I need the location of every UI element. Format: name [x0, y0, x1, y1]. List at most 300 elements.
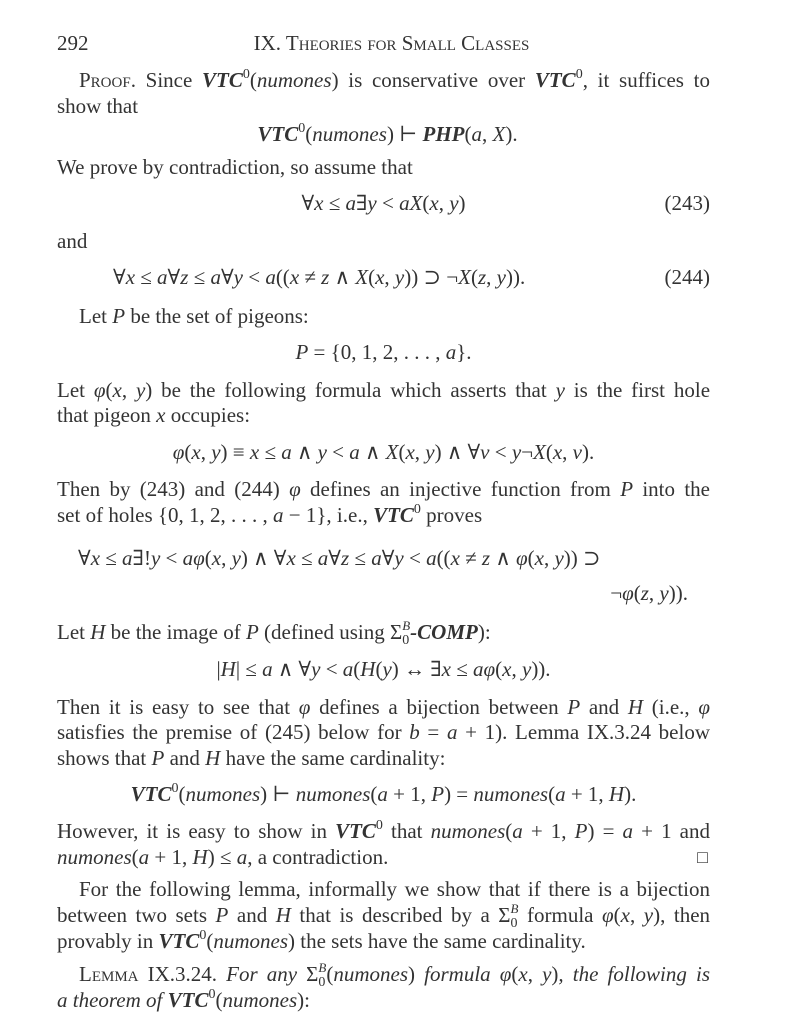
- text-segment: (: [368, 265, 376, 289]
- text-segment: (: [464, 122, 472, 146]
- text-segment: ≠: [299, 265, 322, 289]
- text-segment: B: [318, 960, 327, 975]
- text-segment: P: [112, 304, 126, 328]
- text-segment: y: [521, 657, 532, 681]
- text-segment: be the set of pigeons:: [125, 304, 309, 328]
- text-segment: Then by (243) and (244): [57, 477, 290, 501]
- text-segment: y: [394, 546, 404, 570]
- text-segment: (: [326, 962, 334, 986]
- text-segment: We prove by contradiction, so assume that: [57, 155, 413, 179]
- text-segment: + 1,: [522, 819, 575, 843]
- page-number: 292: [57, 31, 89, 55]
- text-segment: x: [429, 191, 439, 215]
- text-segment: x: [156, 403, 166, 427]
- text-segment: into the: [633, 477, 710, 501]
- display-formula: [61, 121, 714, 147]
- text-segment: ,: [221, 546, 232, 570]
- text-segment: For any: [217, 962, 307, 986]
- text-segment: ≠: [459, 546, 482, 570]
- display-formula: [78, 545, 731, 571]
- qed-symbol: □: [697, 847, 708, 867]
- text-segment: ((: [436, 546, 451, 570]
- text-segment: ), then: [653, 903, 711, 927]
- text-segment: VTC: [335, 819, 376, 843]
- text-segment: φ: [499, 962, 512, 986]
- text-segment: ) ↔ ∃: [391, 657, 442, 681]
- text-segment: v: [480, 440, 490, 464]
- text-segment: ): [408, 962, 416, 986]
- text-segment: Let: [57, 620, 91, 644]
- display-formula-cont: [57, 580, 688, 606]
- text-segment: formula: [518, 903, 603, 927]
- text-segment: x: [534, 546, 544, 570]
- text-segment: )).: [506, 265, 526, 289]
- text-segment: 0: [208, 987, 216, 1002]
- text-segment: <: [320, 657, 343, 681]
- text-segment: a: [210, 265, 221, 289]
- text-segment: 0: [298, 121, 306, 136]
- text-segment: φ: [172, 440, 185, 464]
- text-segment: be the image of: [105, 620, 246, 644]
- text-segment: proves: [420, 503, 483, 527]
- text-segment: ).: [505, 122, 518, 146]
- text-segment: Since: [135, 68, 203, 92]
- text-segment: =: [419, 720, 447, 744]
- text-segment: that pigeon: [57, 403, 157, 427]
- text-segment: (: [215, 988, 223, 1012]
- text-segment: (: [105, 378, 113, 402]
- text-line: [57, 876, 710, 902]
- text-segment: a: [265, 265, 276, 289]
- text-segment: a: [342, 657, 354, 681]
- display-formula: [57, 656, 710, 682]
- text-segment: ):: [297, 988, 310, 1012]
- text-segment: ∀: [381, 546, 395, 570]
- text-segment: However, it is easy to show in: [57, 819, 336, 843]
- text-segment: ≤: [451, 657, 474, 681]
- text-segment: P: [215, 903, 229, 927]
- lemma-statement-cont: [57, 987, 710, 1013]
- text-segment: z: [340, 546, 350, 570]
- text-segment: ,: [438, 191, 450, 215]
- text-line: [57, 476, 710, 502]
- text-segment: )).: [668, 581, 688, 605]
- text-segment: (: [204, 546, 212, 570]
- text-segment: x: [112, 378, 122, 402]
- text-line: [57, 818, 710, 844]
- text-segment: 0: [375, 818, 383, 833]
- text-segment: VTC: [373, 503, 414, 527]
- text-segment: (: [131, 845, 139, 869]
- text-segment: aφ: [182, 546, 205, 570]
- text-segment: ) ∧ ∀: [434, 440, 481, 464]
- text-segment: a: [122, 546, 133, 570]
- text-segment: y: [367, 191, 377, 215]
- text-segment: z: [180, 265, 189, 289]
- text-segment: ≤: [259, 440, 282, 464]
- text-segment: X: [355, 265, 369, 289]
- text-segment: ) the sets have the same cardinality.: [288, 929, 586, 953]
- text-segment: a: [471, 122, 482, 146]
- text-segment: B: [510, 901, 519, 916]
- text-segment: ∧ ∀: [272, 657, 312, 681]
- text-segment: + 1). Lemma IX.3.24 below: [457, 720, 710, 744]
- text-segment: (i.e.,: [643, 695, 699, 719]
- text-segment: occupies:: [165, 403, 251, 427]
- text-segment: y: [317, 440, 327, 464]
- text-segment: and: [580, 695, 628, 719]
- text-segment: ) is conservative over: [331, 68, 535, 92]
- running-header-title: IX. Theories for Small Classes: [253, 31, 530, 55]
- text-segment: a: [446, 720, 458, 744]
- text-segment: provably in: [57, 929, 159, 953]
- text-segment: ,: [486, 265, 497, 289]
- text-segment: a: [622, 819, 634, 843]
- text-segment: 0: [413, 502, 421, 517]
- text-segment: y: [231, 546, 241, 570]
- text-segment: x: [289, 265, 300, 289]
- text-segment: P: [245, 620, 259, 644]
- text-segment: x: [314, 191, 324, 215]
- text-segment: x: [441, 657, 451, 681]
- text-line: [57, 303, 710, 329]
- text-segment: H: [608, 782, 625, 806]
- text-segment: (: [495, 657, 503, 681]
- text-segment: + 1,: [387, 782, 432, 806]
- text-segment: defines an injective function from: [300, 477, 621, 501]
- text-segment: x: [450, 546, 460, 570]
- text-segment: 0: [510, 916, 518, 931]
- text-segment: shows that: [57, 746, 152, 770]
- text-segment: aφ: [473, 657, 496, 681]
- text-segment: <: [242, 265, 266, 289]
- text-segment: H: [90, 620, 106, 644]
- text-segment: ):: [477, 620, 491, 644]
- text-segment: y: [554, 546, 564, 570]
- text-segment: H: [360, 657, 376, 681]
- text-segment: ,: [384, 265, 395, 289]
- text-segment: ∀: [301, 191, 315, 215]
- text-segment: P: [574, 819, 588, 843]
- text-segment: numones: [312, 122, 387, 146]
- equation-number: (243): [664, 191, 710, 215]
- text-segment: y: [555, 378, 565, 402]
- text-segment: ) ⊢: [260, 782, 296, 806]
- text-segment: + 1,: [149, 845, 193, 869]
- text-segment: ,: [562, 440, 573, 464]
- text-segment: X: [533, 440, 546, 464]
- text-segment: 0: [318, 975, 326, 990]
- text-line: [57, 377, 710, 403]
- text-segment: a: [138, 845, 150, 869]
- text-segment: a: [345, 191, 356, 215]
- text-segment: numones: [256, 68, 332, 92]
- text-segment: and: [164, 746, 206, 770]
- text-segment: and: [228, 903, 276, 927]
- text-segment: z: [640, 581, 649, 605]
- text-segment: φ: [93, 378, 106, 402]
- display-formula: [57, 339, 710, 365]
- text-segment: VTC: [158, 929, 200, 953]
- text-segment: ∀: [328, 546, 341, 570]
- text-segment: ≤: [323, 191, 346, 215]
- text-segment: (: [206, 929, 214, 953]
- text-segment: a: [555, 782, 566, 806]
- text-segment: 0: [171, 781, 179, 796]
- text-line: [57, 228, 710, 254]
- text-segment: a theorem of: [57, 988, 168, 1012]
- text-segment: ) =: [444, 782, 474, 806]
- text-segment: ((: [275, 265, 290, 289]
- text-segment: ) be the following formula which asserts that: [145, 378, 556, 402]
- text-segment: <: [376, 191, 400, 215]
- text-line: [57, 745, 710, 771]
- text-segment: (: [353, 657, 361, 681]
- equation-243: [57, 190, 710, 216]
- text-segment: y: [382, 657, 392, 681]
- text-segment: (: [375, 657, 383, 681]
- text-segment: 0: [575, 67, 583, 82]
- text-segment: = {0, 1, 2, . . . ,: [308, 340, 446, 364]
- text-segment: y: [643, 903, 654, 927]
- text-segment: x: [286, 546, 296, 570]
- text-line: [57, 154, 710, 180]
- text-segment: Let: [57, 378, 94, 402]
- text-segment: ) ≡: [220, 440, 250, 464]
- text-segment: , the following is: [558, 962, 710, 986]
- text-segment: a: [349, 440, 360, 464]
- text-segment: ≤: [295, 546, 318, 570]
- text-segment: + 1,: [565, 782, 609, 806]
- text-segment: y: [311, 657, 321, 681]
- text-segment: ,: [511, 657, 522, 681]
- text-segment: y: [542, 962, 552, 986]
- text-segment: show that: [57, 94, 139, 118]
- text-segment: For the following lemma, informally we show that if there is a bijection: [79, 877, 710, 901]
- text-segment: satisfies the premise of (245) below for: [57, 720, 410, 744]
- text-segment: ∃!: [132, 546, 151, 570]
- text-segment: ,: [121, 378, 136, 402]
- text-segment: (defined using Σ: [258, 620, 403, 644]
- text-segment: H: [220, 657, 236, 681]
- text-segment: <: [489, 440, 512, 464]
- text-segment: (: [527, 546, 535, 570]
- text-segment: y: [135, 378, 146, 402]
- text-segment: φ: [698, 695, 711, 719]
- text-segment: y: [233, 265, 243, 289]
- text-line: [57, 719, 710, 745]
- text-line: [57, 694, 710, 720]
- text-segment: ,: [414, 440, 426, 464]
- text-segment: (: [370, 782, 378, 806]
- text-segment: z: [481, 546, 491, 570]
- text-segment: φ: [602, 903, 614, 927]
- text-segment: P: [151, 746, 165, 770]
- text-segment: x: [405, 440, 415, 464]
- text-segment: is the first hole: [564, 378, 711, 402]
- text-segment: ) ≤: [207, 845, 237, 869]
- display-formula: [57, 439, 710, 465]
- text-segment: y: [511, 440, 522, 464]
- text-segment: <: [160, 546, 183, 570]
- text-segment: φ: [622, 581, 634, 605]
- text-segment: | ≤: [235, 657, 263, 681]
- text-segment: z: [321, 265, 330, 289]
- text-segment: P: [295, 340, 309, 364]
- text-segment: between two sets: [57, 903, 216, 927]
- text-segment: a: [512, 819, 523, 843]
- text-segment: y: [211, 440, 221, 464]
- text-segment: PHP: [422, 122, 465, 146]
- text-segment: ¬: [610, 581, 623, 605]
- text-segment: )) ⊃ ¬: [404, 265, 459, 289]
- text-segment: aX: [399, 191, 423, 215]
- text-segment: b: [409, 720, 420, 744]
- text-segment: x: [191, 440, 201, 464]
- text-segment: a: [157, 265, 168, 289]
- text-segment: x: [125, 265, 136, 289]
- text-segment: a: [377, 782, 388, 806]
- text-segment: ,: [482, 122, 493, 146]
- text-segment: ≤: [135, 265, 158, 289]
- text-segment: φ: [515, 546, 528, 570]
- text-segment: ∀: [78, 546, 91, 570]
- text-segment: ¬: [521, 440, 534, 464]
- text-segment: have the same cardinality:: [220, 746, 446, 770]
- text-segment: numones: [213, 929, 288, 953]
- equation-number: (244): [664, 265, 710, 289]
- text-segment: y: [425, 440, 435, 464]
- text-segment: H: [205, 746, 221, 770]
- text-segment: x: [211, 546, 222, 570]
- text-segment: -COMP: [410, 620, 478, 644]
- text-segment: ∀: [113, 265, 126, 289]
- text-segment: ∧: [359, 440, 386, 464]
- text-segment: ∧: [329, 265, 356, 289]
- text-segment: P: [620, 477, 634, 501]
- text-segment: (: [422, 191, 430, 215]
- text-line: [57, 402, 710, 428]
- text-segment: VTC: [130, 782, 172, 806]
- text-segment: a: [262, 657, 273, 681]
- text-segment: VTC: [257, 122, 299, 146]
- text-segment: x: [502, 657, 512, 681]
- text-segment: y: [150, 546, 161, 570]
- text-segment: defines a bijection between: [310, 695, 568, 719]
- text-segment: Lemma IX.3.24.: [79, 962, 218, 986]
- text-segment: <: [403, 546, 427, 570]
- proof-intro-line: [57, 67, 710, 93]
- text-segment: (: [178, 782, 186, 806]
- text-segment: ): [458, 191, 466, 215]
- text-segment: v: [572, 440, 582, 464]
- text-segment: 0: [242, 67, 250, 82]
- text-segment: y: [449, 191, 459, 215]
- text-segment: 0: [199, 928, 207, 943]
- text-segment: Σ: [306, 962, 319, 986]
- text-segment: Proof.: [79, 68, 136, 92]
- text-segment: numones: [57, 845, 132, 869]
- text-segment: ): [551, 962, 559, 986]
- text-segment: ,: [543, 546, 555, 570]
- text-segment: y: [496, 265, 506, 289]
- text-segment: (: [511, 962, 519, 986]
- text-segment: numones: [473, 782, 549, 806]
- text-segment: x: [552, 440, 563, 464]
- text-segment: )) ⊃: [563, 546, 601, 570]
- text-segment: and: [57, 229, 88, 253]
- text-segment: VTC: [167, 988, 209, 1012]
- text-segment: ) ∧ ∀: [240, 546, 287, 570]
- text-segment: (: [548, 782, 556, 806]
- text-segment: x: [620, 903, 630, 927]
- text-segment: ≤: [349, 546, 372, 570]
- text-segment: a: [317, 546, 329, 570]
- text-segment: X: [492, 122, 506, 146]
- text-segment: x: [249, 440, 260, 464]
- text-line: [57, 844, 710, 870]
- text-segment: 0: [402, 633, 410, 648]
- text-segment: ) ⊢: [386, 122, 423, 146]
- text-segment: a: [445, 340, 457, 364]
- text-segment: that is described by a Σ: [290, 903, 511, 927]
- text-segment: , it suffices to: [582, 68, 711, 92]
- text-segment: a: [236, 845, 248, 869]
- text-segment: Then it is easy to see that: [57, 695, 299, 719]
- text-segment: (: [633, 581, 641, 605]
- text-segment: ,: [648, 581, 660, 605]
- text-segment: set of holes {0, 1, 2, . . . ,: [57, 503, 273, 527]
- text-line: [57, 502, 710, 528]
- text-line: [57, 93, 710, 119]
- text-segment: x: [375, 265, 385, 289]
- text-segment: (: [184, 440, 192, 464]
- text-segment: VTC: [534, 68, 576, 92]
- text-segment: ∃: [355, 191, 368, 215]
- text-segment: (: [545, 440, 553, 464]
- text-segment: a: [272, 503, 284, 527]
- text-segment: H: [192, 845, 208, 869]
- text-segment: (: [249, 68, 257, 92]
- text-segment: ∀: [220, 265, 234, 289]
- text-line: [57, 901, 711, 931]
- text-segment: a: [371, 546, 382, 570]
- text-segment: ,: [200, 440, 212, 464]
- text-segment: numones: [222, 988, 298, 1012]
- text-segment: y: [659, 581, 669, 605]
- text-segment: (: [613, 903, 621, 927]
- text-segment: Let: [79, 304, 113, 328]
- text-segment: , a contradiction.: [247, 845, 389, 869]
- text-segment: VTC: [202, 68, 243, 92]
- text-segment: numones: [333, 962, 409, 986]
- text-segment: x: [518, 962, 528, 986]
- text-segment: X: [385, 440, 399, 464]
- text-segment: B: [402, 618, 411, 633]
- text-segment: (: [470, 265, 478, 289]
- text-segment: that: [382, 819, 431, 843]
- display-formula: [57, 781, 710, 807]
- text-segment: φ: [298, 695, 311, 719]
- text-segment: φ: [289, 477, 301, 501]
- text-segment: ∧: [490, 546, 516, 570]
- text-segment: x: [90, 546, 101, 570]
- text-segment: ,: [527, 962, 543, 986]
- text-segment: (: [398, 440, 406, 464]
- text-segment: |: [216, 657, 221, 681]
- text-segment: ≤: [100, 546, 123, 570]
- text-line: [57, 928, 710, 954]
